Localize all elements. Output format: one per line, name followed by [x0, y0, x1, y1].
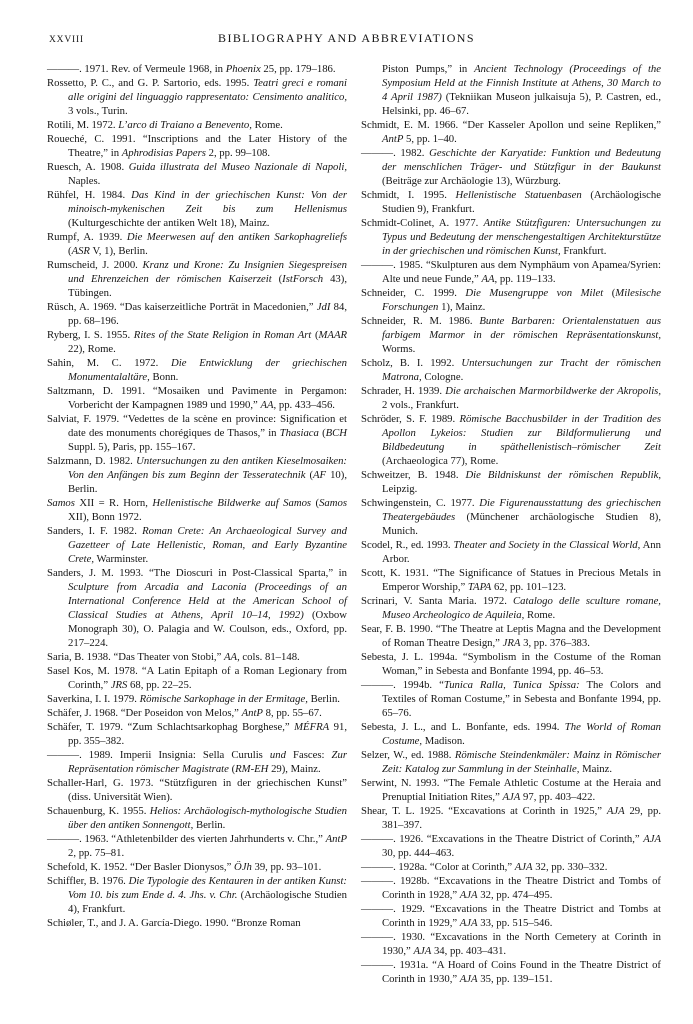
entry-italic-segment: L’arco di Traiano a Benevento,: [118, 119, 252, 131]
entry-text-segment: V, 1), Berlin.: [89, 245, 148, 257]
entry-text-segment: Schneider, C. 1999.: [361, 287, 466, 299]
bibliography-entry: [47, 412, 347, 454]
entry-italic-segment: Theater and Society in the Classical World,: [453, 539, 641, 551]
entry-italic-segment: BCH: [325, 427, 347, 439]
entry-text-segment: Cologne.: [421, 371, 464, 383]
entry-text-segment: The Colors and Textiles of Roman Costume,” in Sebesta and Bonfante 1994, pp. 65–76.: [382, 679, 662, 719]
entry-text-segment: Schmidt, I. 1995.: [361, 189, 456, 201]
entry-italic-segment: Phoenix: [225, 63, 261, 75]
entry-italic-segment: RM-EH: [235, 763, 269, 775]
entry-italic-segment: AJA: [502, 791, 521, 803]
entry-text-segment: 84, pp. 68–196.: [68, 301, 347, 327]
entry-italic-segment: AJA: [459, 973, 478, 985]
entry-text-segment: Scott, K. 1931. “The Significance of Statues in Precious Metals in Emperor Worship,”: [361, 567, 661, 593]
entry-text-segment: (: [311, 497, 320, 509]
entry-text-segment: ———. 1930. “Excavations in the North Cemetery at Corinth in 1930,”: [361, 931, 661, 957]
entry-text-segment: 2 vols., Frankfurt.: [382, 399, 459, 411]
bibliography-entry: [47, 62, 347, 76]
bibliography-entry: [361, 412, 661, 468]
entry-text-segment: Mainz.: [579, 763, 613, 775]
entry-text-segment: ———. 1928a. “Color at Corinth,”: [361, 861, 515, 873]
entry-italic-segment: Rites of the State Religion in Roman Art: [133, 329, 312, 341]
entry-text-segment: Rome.: [251, 119, 283, 131]
entry-text-segment: 25, pp. 179–186.: [260, 63, 336, 75]
bibliography-entry: [47, 160, 347, 188]
entry-text-segment: (: [305, 469, 314, 481]
entry-text-segment: Schmidt-Colinet, A. 1977.: [361, 217, 484, 229]
entry-italic-segment: AF: [313, 469, 327, 481]
entry-italic-segment: Geschichte der Karyatide: Funktion und Bedeutung der menschlichen Träger- und Stützfigur in der Baukunst: [382, 147, 661, 173]
bibliography-entry: [47, 720, 347, 748]
entry-text-segment: 3, pp. 376–383.: [520, 637, 590, 649]
entry-text-segment: (Beiträge zur Archäologie 13), Würzburg.: [382, 175, 561, 187]
bibliography-entry: [361, 566, 661, 594]
bibliography-entry: [47, 328, 347, 356]
entry-text-segment: Naples.: [68, 175, 101, 187]
entry-italic-segment: Die archaischen Marmorbildwerke der Akropolis,: [445, 385, 661, 397]
entry-text-segment: Piston Pumps,” in: [382, 63, 475, 75]
entry-italic-segment: AJA: [459, 889, 478, 901]
bibliography-entry: [361, 678, 661, 720]
entry-text-segment: Ruesch, A. 1908.: [47, 161, 129, 173]
bibliography-entry: [361, 384, 661, 412]
entry-text-segment: , cols. 81–148.: [237, 651, 300, 663]
bibliography-entry: [361, 258, 661, 286]
bibliography-entry: [361, 468, 661, 496]
entry-italic-segment: Samos: [319, 497, 347, 509]
entry-text-segment: Rüsch, A. 1969. “Das kaiserzeitliche Porträt in Macedonien,”: [47, 301, 317, 313]
entry-text-segment: Scholz, B. I. 1992.: [361, 357, 462, 369]
entry-text-segment: 29), Mainz.: [268, 763, 321, 775]
bibliography-entry: [47, 748, 347, 776]
bibliography-entry: [361, 930, 661, 958]
entry-text-segment: (Oxbow Monograph 30), O. Palagia and W. Coulson, eds., Oxford, pp. 217–224.: [68, 609, 347, 649]
bibliography-entry: [47, 692, 347, 706]
entry-text-segment: Schäfer, J. 1968. “Der Poseidon von Melos,”: [47, 707, 242, 719]
entry-text-segment: 32, pp. 474–495.: [477, 889, 553, 901]
entry-text-segment: Selzer, W., ed. 1988.: [361, 749, 455, 761]
entry-text-segment: Rühfel, H. 1984.: [47, 189, 132, 201]
entry-text-segment: Schauenburg, K. 1955.: [47, 805, 150, 817]
entry-text-segment: ———. 1928b. “Excavations in the Theatre District and Tombs of Corinth in 1928,”: [361, 875, 661, 901]
entry-text-segment: ———. 1926. “Excavations in the Theatre District of Corinth,”: [361, 833, 644, 845]
entry-text-segment: ———. 1989. Imperii Insignia: Sella Curulis: [47, 749, 270, 761]
entry-text-segment: (Tekniikan Museon julkaisuja 5), P. Castren, ed., Helsinki, pp. 46–67.: [382, 91, 661, 117]
entry-text-segment: 68, pp. 22–25.: [127, 679, 192, 691]
entry-text-segment: Schmidt, E. M. 1966. “Der Kasseler Apollon und seine Repliken,”: [361, 119, 661, 131]
entry-text-segment: Schiffler, B. 1976.: [47, 875, 129, 887]
entry-text-segment: 97, pp. 403–422.: [520, 791, 596, 803]
bibliography-entry: [361, 860, 661, 874]
entry-italic-segment: The World of Roman Costume,: [382, 721, 662, 747]
entry-text-segment: 8, pp. 55–67.: [262, 707, 322, 719]
bibliography-entry: [47, 776, 347, 804]
entry-italic-segment: Teatri greci e romani alle origini del linguaggio rappresentato: Censimento analitico,: [68, 77, 347, 103]
running-head: BIBLIOGRAPHY AND ABBREVIATIONS: [218, 31, 475, 45]
entry-text-segment: Saverkina, I. I. 1979.: [47, 693, 140, 705]
entry-text-segment: ———. 1994b. “: [361, 679, 444, 691]
entry-text-segment: (: [311, 329, 319, 341]
bibliography-entry: [361, 958, 661, 986]
page-number: XXVIII: [49, 35, 84, 45]
entry-italic-segment: Untersuchungen zu den antiken Kieselmosaiken: Von den Anfängen bis zum Beginn der Tesseratechnik: [68, 455, 347, 481]
entry-italic-segment: AJA: [643, 833, 661, 845]
entry-italic-segment: AntP: [241, 707, 263, 719]
entry-text-segment: Shear, T. L. 1925. “Excavations at Corinth in 1925,”: [361, 805, 607, 817]
bibliography-entry: [361, 286, 661, 314]
entry-italic-segment: AJA: [413, 945, 432, 957]
entry-text-segment: Sahin, M. C. 1972.: [47, 357, 172, 369]
entry-italic-segment: Tunica Ralla, Tunica Spissa:: [443, 679, 580, 691]
entry-text-segment: (Münchener archäologische Studien 8), Munich.: [382, 511, 661, 537]
entry-text-segment: Rome.: [524, 609, 556, 621]
entry-text-segment: Sanders, J. M. 1993. “The Dioscuri in Post-Classical Sparta,” in: [47, 567, 347, 579]
bibliography-entry: [47, 188, 347, 230]
entry-text-segment: 35, pp. 139–151.: [477, 973, 553, 985]
entry-text-segment: (Archäologische Studien 4), Frankfurt.: [68, 889, 347, 915]
entry-text-segment: ———. 1929. “Excavations in the Theatre District and Tombs at Corinth in 1929,”: [361, 903, 661, 929]
bibliography-entry: [361, 146, 661, 188]
entry-italic-segment: MAAR: [318, 329, 348, 341]
entry-text-segment: ———. 1971. Rev. of Vermeule 1968, in: [47, 63, 226, 75]
entry-text-segment: Sebesta, J. L. 1994a. “Symbolism in the Costume of the Roman Woman,” in Sebesta and Bonfante 1994, pp. 46–53.: [361, 651, 661, 677]
entry-text-segment: 30, pp. 444–463.: [382, 847, 455, 859]
entry-text-segment: 43), Tübingen.: [68, 273, 347, 299]
bibliography-entry: [361, 902, 661, 930]
bibliography-entry: [47, 118, 347, 132]
entry-italic-segment: AntP: [325, 833, 347, 845]
entry-text-segment: Sear, F. B. 1990. “The Theatre at Leptis Magna and the Development of Roman Theatre Design,”: [361, 623, 661, 649]
entry-text-segment: Schweitzer, B. 1948.: [361, 469, 466, 481]
entry-text-segment: 2, pp. 99–108.: [205, 147, 271, 159]
entry-text-segment: 10), Berlin.: [68, 469, 347, 495]
entry-text-segment: 3 vols., Turin.: [68, 105, 128, 117]
bibliography-entry: [47, 496, 347, 524]
entry-text-segment: 1), Mainz.: [438, 301, 486, 313]
entry-italic-segment: AJA: [514, 861, 533, 873]
entry-text-segment: ———. 1982.: [361, 147, 430, 159]
left-column: [47, 62, 347, 986]
entry-text-segment: 62, pp. 101–123.: [491, 581, 567, 593]
bibliography-entry: [47, 300, 347, 328]
entry-text-segment: Scrinari, V. Santa Maria. 1972.: [361, 595, 514, 607]
entry-italic-segment: Römische Sarkophage in der Ermitage,: [139, 693, 308, 705]
bibliography-entry: [47, 566, 347, 650]
entry-text-segment: Fasces:: [285, 749, 332, 761]
entry-italic-segment: Die Typologie des Kentauren in der antiken Kunst: Vom 10. bis zum Ende d. 4. Jhs. v. Chr.: [68, 875, 347, 901]
entry-text-segment: Leipzig.: [382, 483, 418, 495]
entry-text-segment: 29, pp. 381–397.: [382, 805, 661, 831]
bibliography-entry: [361, 496, 661, 538]
bibliography-entry: [47, 356, 347, 384]
bibliography-entry: [47, 706, 347, 720]
entry-text-segment: 33, pp. 515–546.: [477, 917, 553, 929]
entry-text-segment: Rumpf, A. 1939.: [47, 231, 127, 243]
entry-text-segment: Suppl. 5), Paris, pp. 155–167.: [68, 441, 196, 453]
entry-text-segment: Worms.: [382, 343, 416, 355]
entry-text-segment: 34, pp. 403–431.: [431, 945, 507, 957]
bibliography-entry: [47, 804, 347, 832]
entry-text-segment: (: [271, 273, 283, 285]
bibliography-entry: [47, 132, 347, 160]
bibliography-entry: [361, 748, 661, 776]
entry-text-segment: (: [228, 763, 236, 775]
entry-text-segment: (Archaeologica 77), Rome.: [382, 455, 499, 467]
entry-text-segment: 22), Rome.: [68, 343, 116, 355]
entry-italic-segment: und: [269, 749, 286, 761]
entry-text-segment: 2, pp. 75–81.: [68, 847, 125, 859]
bibliography-entry: [47, 860, 347, 874]
entry-italic-segment: Die Musengruppe von Milet: [465, 287, 604, 299]
bibliography-entry: [361, 538, 661, 566]
bibliography-entry: [361, 622, 661, 650]
entry-italic-segment: Die Entwicklung der griechischen Monumentalaltäre,: [68, 357, 347, 383]
entry-text-segment: Frankfurt.: [560, 245, 607, 257]
entry-italic-segment: Sculpture from Arcadia and Laconia (Proceedings of an International Conference Held at the American School of Classical Studies at Athens, April 10–14, 1992): [68, 581, 347, 621]
entry-text-segment: (Archäologische Studien 9), Frankfurt.: [382, 189, 661, 215]
entry-text-segment: Salviat, F. 1979. “Vedettes de la scène en province: Signification et date des monuments chorégiques de Thasos,” in: [47, 413, 347, 439]
entry-italic-segment: AA: [260, 399, 274, 411]
bibliography-entry: [47, 650, 347, 664]
entry-text-segment: Saria, B. 1938. “Das Theater von Stobi,”: [47, 651, 225, 663]
entry-italic-segment: Hellenistische Statuenbasen: [455, 189, 582, 201]
bibliography-entry: [47, 384, 347, 412]
entry-text-segment: (: [603, 287, 616, 299]
entry-italic-segment: Ancient Technology (Proceedings of the Symposium Held at the Finnish Institute at Athens, 30 March to 4 April 1987): [382, 63, 662, 103]
entry-text-segment: Saltzmann, D. 1991. “Mosaiken und Pavimente in Pergamon: Vorbericht der Kampagnen 1989 und 1990,”: [47, 385, 347, 411]
entry-italic-segment: JRA: [502, 637, 521, 649]
bibliography-entry: [361, 874, 661, 902]
entry-italic-segment: Die Meerwesen auf den antiken Sarkophagreliefs: [126, 231, 347, 243]
entry-text-segment: Ryberg, I. S. 1955.: [47, 329, 134, 341]
entry-italic-segment: ÖJh: [234, 861, 252, 873]
entry-text-segment: Scodel, R., ed. 1993.: [361, 539, 454, 551]
entry-italic-segment: Thasiaca: [279, 427, 319, 439]
entry-text-segment: Salzmann, D. 1982.: [47, 455, 137, 467]
entry-text-segment: (Kulturgeschichte der antiken Welt 18), Mainz.: [68, 217, 270, 229]
entry-text-segment: Warminster.: [94, 553, 149, 565]
bibliography-entry: [47, 832, 347, 860]
entry-italic-segment: Antike Stützfiguren: Untersuchungen zu Typus und Bedeutung der menschengestaltigen Architekturstütze in der griechischen und römischen Kunst,: [382, 217, 661, 257]
entry-italic-segment: Römische Steindenkmäler: Mainz in Römischer Zeit: Katalog zur Sammlung in der Steinhalle,: [382, 749, 661, 775]
bibliography-entry: [361, 594, 661, 622]
entry-italic-segment: Das Kind in der griechischen Kunst: Von der minoisch-mykenischen Zeit bis zum Hellenismus: [68, 189, 347, 215]
bibliography-entry: [361, 216, 661, 258]
entry-text-segment: Schefold, K. 1952. “Der Basler Dionysos,”: [47, 861, 234, 873]
entry-italic-segment: Milesische Forschungen: [382, 287, 662, 313]
bibliography-entry: [47, 524, 347, 566]
entry-italic-segment: Roman Crete: An Archaeological Survey and Gazetteer of Late Hellenistic, Roman, and Early Byzantine Crete,: [68, 525, 347, 565]
entry-text-segment: 39, pp. 93–101.: [251, 861, 322, 873]
entry-italic-segment: Bunte Barbaren: Orientalenstatuen aus farbigem Marmor in der römischen Repräsentationskunst,: [382, 315, 661, 341]
bibliography-entry: [47, 664, 347, 692]
entry-text-segment: Berlin.: [307, 693, 340, 705]
entry-text-segment: ———. 1931a. “A Hoard of Coins Found in the Theatre District of Corinth in 1930,”: [361, 959, 661, 985]
entry-italic-segment: JRS: [110, 679, 128, 691]
bibliography-entry: [361, 314, 661, 356]
bibliography-entry: [361, 776, 661, 804]
entry-italic-segment: ASR: [71, 245, 90, 257]
entry-text-segment: Serwint, N. 1993. “The Female Athletic Costume at the Heraia and Prenuptial Initiation Rites,”: [361, 777, 661, 803]
entry-text-segment: Sasel Kos, M. 1978. “A Latin Epitaph of a Roman Legionary from Corinth,”: [47, 665, 347, 691]
entry-italic-segment: Untersuchungen zur Tracht der römischen Matrona,: [382, 357, 661, 383]
bibliography-entry: [47, 454, 347, 496]
bibliography-entry: [361, 356, 661, 384]
entry-text-segment: Schäfer, T. 1979. “Zum Schlachtsarkophag Borghese,”: [47, 721, 295, 733]
entry-text-segment: Rossetto, P. C., and G. P. Sartorio, eds. 1995.: [47, 77, 254, 89]
entry-italic-segment: AJA: [606, 805, 625, 817]
entry-text-segment: (: [318, 427, 326, 439]
entry-text-segment: Rumscheid, J. 2000.: [47, 259, 143, 271]
entry-italic-segment: MÉFRA: [294, 721, 330, 733]
bibliography-entry: [361, 188, 661, 216]
bibliography-entry-continuation: [361, 62, 661, 118]
bibliography-columns: [47, 62, 662, 986]
bibliography-entry: [47, 230, 347, 258]
entry-italic-segment: Kranz und Krone: Zu Insignien Siegespreisen und Ehrenzeichen der römischen Kaiserzeit: [68, 259, 347, 285]
bibliography-entry: [47, 258, 347, 300]
bibliography-entry: [47, 76, 347, 118]
entry-text-segment: (: [68, 245, 72, 257]
entry-text-segment: XII), Bonn 1972.: [68, 511, 142, 523]
entry-italic-segment: IstForsch: [282, 273, 324, 285]
entry-text-segment: Sebesta, J. L., and L. Bonfante, eds. 1994.: [361, 721, 565, 733]
entry-text-segment: Schröder, S. F. 1989.: [361, 413, 460, 425]
entry-text-segment: Rotili, M. 1972.: [47, 119, 119, 131]
entry-text-segment: Roueché, C. 1991. “Inscriptions and the Later History of the Theatre,” in: [47, 133, 347, 159]
bibliography-entry: [361, 720, 661, 748]
bibliography-entry: [361, 650, 661, 678]
entry-text-segment: 32, pp. 330–332.: [532, 861, 608, 873]
entry-italic-segment: Die Figurenausstattung des griechischen Theatergebäudes: [382, 497, 661, 523]
entry-text-segment: , pp. 433–456.: [273, 399, 335, 411]
entry-text-segment: Schaller-Harl, G. 1973. “Stützfiguren in der griechischen Kunst” (diss. Universität Wien).: [47, 777, 347, 803]
entry-text-segment: 5, pp. 1–40.: [403, 133, 457, 145]
entry-italic-segment: Helios: Archäologisch-mythologische Studien über den antiken Sonnengott,: [68, 805, 347, 831]
entry-text-segment: Bonn.: [149, 371, 179, 383]
entry-italic-segment: Catalogo delle sculture romane, Museo Archeologico de Aquileia,: [382, 595, 661, 621]
entry-italic-segment: AA: [481, 273, 495, 285]
entry-italic-segment: TAPA: [467, 581, 492, 593]
entry-text-segment: Sanders, I. F. 1982.: [47, 525, 143, 537]
entry-text-segment: , pp. 119–133.: [494, 273, 556, 285]
entry-text-segment: 91, pp. 355–382.: [68, 721, 347, 747]
entry-italic-segment: Guida illustrata del Museo Nazionale di Napoli,: [128, 161, 347, 173]
entry-text-segment: Berlin.: [193, 819, 226, 831]
page-header: [47, 31, 662, 47]
bibliography-entry: [47, 916, 347, 930]
entry-text-segment: Schneider, R. M. 1986.: [361, 315, 480, 327]
entry-italic-segment: JdI: [316, 301, 331, 313]
entry-text-segment: Madison.: [422, 735, 465, 747]
bibliography-entry: [361, 804, 661, 832]
entry-italic-segment: Die Bildniskunst der römischen Republik,: [465, 469, 661, 481]
entry-italic-segment: Samos: [47, 497, 75, 509]
entry-italic-segment: Zur Repräsentation römischer Magistrate: [68, 749, 347, 775]
entry-text-segment: Schwingenstein, C. 1977.: [361, 497, 480, 509]
entry-italic-segment: AJA: [459, 917, 478, 929]
entry-italic-segment: Hellenistische Bildwerke auf Samos: [152, 497, 312, 509]
bibliography-entry: [47, 874, 347, 916]
entry-italic-segment: AA: [224, 651, 238, 663]
bibliography-entry: [361, 832, 661, 860]
entry-text-segment: Schiøler, T., and J. A. García-Diego. 1990. “Bronze Roman: [47, 917, 301, 929]
entry-text-segment: ———. 1963. “Athletenbilder des vierten Jahrhunderts v. Chr.,”: [47, 833, 326, 845]
entry-text-segment: ———. 1985. “Skulpturen aus dem Nymphäum von Apamea/Syrien: Alte und neue Funde,”: [361, 259, 661, 285]
bibliography-entry: [361, 118, 661, 146]
right-column: [361, 62, 661, 986]
entry-italic-segment: Römische Bacchusbilder in der Tradition des Apollon Lykeios: Studien zur Bildformulierung und Bildbedeutung in späthellenistisch–römischer Zeit: [382, 413, 662, 453]
entry-text-segment: Ann Arbor.: [382, 539, 661, 565]
entry-text-segment: XII = R. Horn,: [74, 497, 153, 509]
entry-italic-segment: AntP: [382, 133, 404, 145]
entry-italic-segment: Aphrodisias Papers: [121, 147, 206, 159]
entry-text-segment: Schrader, H. 1939.: [361, 385, 446, 397]
